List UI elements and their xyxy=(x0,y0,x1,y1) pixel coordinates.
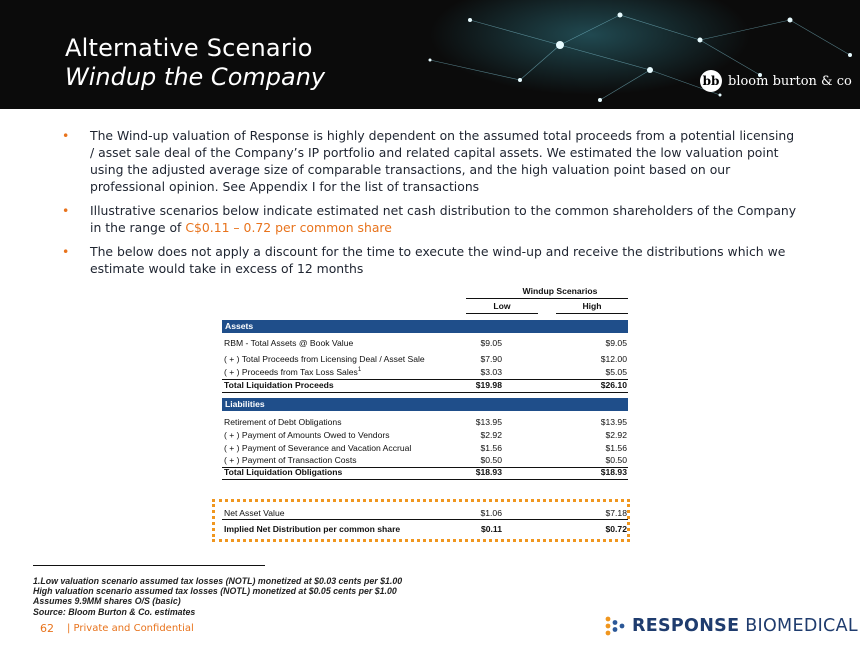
bloom-burton-logo-icon: bb xyxy=(700,70,722,92)
confidential-label: | Private and Confidential xyxy=(67,623,194,634)
total-row: Total Liquidation Proceeds $19.98 $26.10 xyxy=(224,380,627,390)
column-header-high: High xyxy=(582,301,602,311)
response-biomedical-logo xyxy=(604,615,858,637)
table-row: Retirement of Debt Obligations $13.95 $13.95 xyxy=(224,417,627,427)
bullet-icon: • xyxy=(62,244,70,259)
assets-section-header: Assets xyxy=(222,320,628,333)
slide-subtitle: Windup the Company xyxy=(65,63,326,91)
net-asset-value-row: Net Asset Value $1.06 $7.18 xyxy=(224,508,627,518)
header-banner xyxy=(0,0,860,109)
column-header-row xyxy=(222,301,628,313)
bullet-item xyxy=(60,127,800,195)
bloom-burton-logo-text: bloom burton & co xyxy=(728,73,852,89)
bullet-text: The Wind-up valuation of Response is highly dependent on the assumed total proceeds from a potential licensing / asset sale deal of the Company’s IP portfolio and related capital assets. We estimated the low valuation point using the adjusted average size of comparable transactions, and the high valuation point based on our professional opinion. See Appendix I for the list of transactions xyxy=(90,128,795,194)
divider xyxy=(466,298,628,299)
table-row: ( + ) Total Proceeds from Licensing Deal / Asset Sale $7.90 $12.00 xyxy=(224,354,627,364)
response-biomedical-icon xyxy=(604,615,626,637)
bullet-icon: • xyxy=(62,128,70,143)
slide-title: Alternative Scenario xyxy=(65,34,313,62)
bullet-icon: • xyxy=(62,203,70,218)
group-header: Windup Scenarios xyxy=(522,286,598,296)
bullet-item xyxy=(60,243,800,277)
bullet-list xyxy=(60,127,800,284)
bullet-highlight: C$0.11 – 0.72 per common share xyxy=(185,220,392,235)
bullet-text: Illustrative scenarios below indicate estimated net cash distribution to the common shareholders of the Company in the range of xyxy=(90,203,797,235)
divider xyxy=(222,392,628,393)
table-row: RBM - Total Assets @ Book Value $9.05 $9.05 xyxy=(224,338,627,348)
footnotes xyxy=(33,576,402,617)
table-row: ( + ) Payment of Transaction Costs $0.50 $0.50 xyxy=(224,455,627,465)
divider xyxy=(556,313,628,314)
footnote: Assumes 9.9MM shares O/S (basic) xyxy=(33,596,181,607)
footnote-divider xyxy=(33,565,265,566)
bullet-item xyxy=(60,202,800,236)
bullet-text: The below does not apply a discount for the time to execute the wind-up and receive the distributions which we estimate would take in excess of 12 months xyxy=(90,244,786,276)
table-row: ( + ) Payment of Severance and Vacation Accrual $1.56 $1.56 xyxy=(224,443,627,453)
highlight-box xyxy=(212,499,630,542)
group-header-row xyxy=(222,286,628,298)
divider xyxy=(222,479,628,480)
total-row: Total Liquidation Obligations $18.93 $18.93 xyxy=(224,467,627,477)
divider xyxy=(466,313,538,314)
footnote: High valuation scenario assumed tax losses (NOTL) monetized at $0.05 cents per $1.00 xyxy=(33,586,397,597)
brand-name-primary: RESPONSE xyxy=(632,616,740,636)
footnote: Source: Bloom Burton & Co. estimates xyxy=(33,606,196,617)
table-row: ( + ) Payment of Amounts Owed to Vendors $2.92 $2.92 xyxy=(224,430,627,440)
page-number: 62 xyxy=(40,622,54,635)
footnote: 1.Low valuation scenario assumed tax losses (NOTL) monetized at $0.03 cents per $1.00 xyxy=(33,576,403,586)
column-header-low: Low xyxy=(493,301,511,311)
table-row: ( + ) Proceeds from Tax Loss Sales$^1$ $3.03 $5.05 xyxy=(224,367,627,377)
bloom-burton-logo xyxy=(700,70,852,92)
brand-name-secondary: BIOMEDICAL xyxy=(745,616,858,636)
distribution-row: Implied Net Distribution per common share $0.11 $0.72 xyxy=(224,524,627,534)
liabilities-section-header: Liabilities xyxy=(222,398,628,411)
